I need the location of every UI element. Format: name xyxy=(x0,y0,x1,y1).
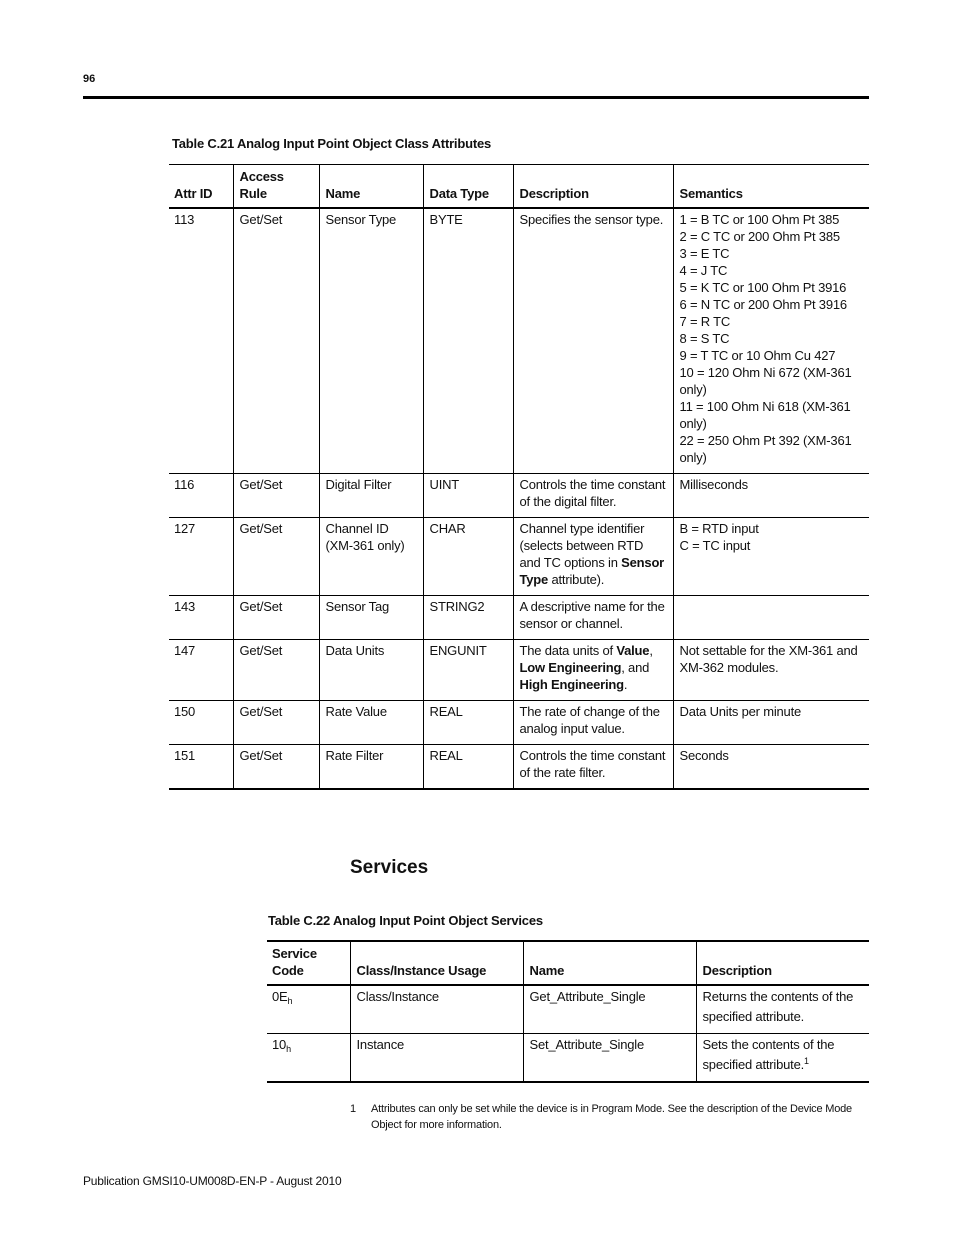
cell-name: Rate Filter xyxy=(319,745,423,790)
cell-attr-id: 127 xyxy=(169,518,233,596)
table-row xyxy=(169,745,869,790)
semantic-line: 22 = 250 Ohm Pt 392 (XM-361 only) xyxy=(679,433,852,465)
header-semantics: Semantics xyxy=(673,165,869,209)
cell-name: Get_Attribute_Single xyxy=(523,985,696,1034)
table-header-row xyxy=(169,165,869,209)
hex-subscript: h xyxy=(286,1044,291,1054)
cell-service-code: $0E_h$ xyxy=(272,989,293,1006)
cell-semantics: Milliseconds xyxy=(673,474,869,518)
table-row xyxy=(169,640,869,701)
page-number: 96 xyxy=(83,73,96,85)
table-c22-title: Table C.22 Analog Input Point Object Services xyxy=(268,913,543,928)
cell-name: Sensor Type xyxy=(319,208,423,474)
cell-name: Data Units xyxy=(319,640,423,701)
cell-usage: Instance xyxy=(350,1034,523,1083)
cell-description: The rate of change of the analog input value. xyxy=(513,701,673,745)
cell-semantics: Data Units per minute xyxy=(673,701,869,745)
cell-access: Get/Set xyxy=(233,701,319,745)
cell-description: The data units of Value, Low Engineering, and High Engineering. xyxy=(513,640,673,701)
cell-description: A descriptive name for the sensor or channel. xyxy=(513,596,673,640)
header-name: Name xyxy=(523,941,696,985)
table-c21-title: Table C.21 Analog Input Point Object Class Attributes xyxy=(172,136,492,151)
services-table xyxy=(267,940,869,1083)
table-row xyxy=(169,474,869,518)
attributes-table xyxy=(169,164,869,790)
cell-name: Set_Attribute_Single xyxy=(523,1034,696,1083)
table-row xyxy=(169,596,869,640)
cell-name: Sensor Tag xyxy=(319,596,423,640)
table-row xyxy=(267,985,869,1034)
cell-data-type: REAL xyxy=(423,701,513,745)
cell-description: Controls the time constant of the digital filter. xyxy=(513,474,673,518)
cell-attr-id: 147 xyxy=(169,640,233,701)
semantic-line: 11 = 100 Ohm Ni 618 (XM-361 only) xyxy=(679,399,851,431)
header-service-code: Service Code xyxy=(267,941,350,985)
header-usage: Class/Instance Usage xyxy=(350,941,523,985)
semantic-line: 5 = K TC or 100 Ohm Pt 3916 xyxy=(679,280,847,295)
header-access-rule: Access Rule xyxy=(233,165,319,209)
cell-access: Get/Set xyxy=(233,518,319,596)
cell-description: Channel type identifier (selects between RTD and TC options in Sensor Type attribute). xyxy=(513,518,673,596)
cell-semantics xyxy=(673,596,869,640)
footnote-mark: 1 xyxy=(350,1103,356,1115)
semantic-line: 8 = S TC xyxy=(679,331,730,346)
header-description: Description xyxy=(696,941,869,985)
bold-term: Value xyxy=(616,643,650,658)
cell-semantics: Seconds xyxy=(673,745,869,790)
cell-semantics: Not settable for the XM-361 and XM-362 modules. xyxy=(673,640,869,701)
semantic-line: C = TC input xyxy=(679,538,751,553)
cell-semantics xyxy=(673,518,869,596)
table-row xyxy=(267,1034,869,1083)
cell-data-type: BYTE xyxy=(423,208,513,474)
cell-data-type: CHAR xyxy=(423,518,513,596)
cell-name: Channel ID (XM-361 only) xyxy=(319,518,423,596)
cell-description: Returns the contents of the specified attribute. xyxy=(696,985,869,1034)
footnote-text: Attributes can only be set while the device is in Program Mode. See the description of the Device Mode Object for more information. xyxy=(371,1103,852,1131)
header-name: Name xyxy=(319,165,423,209)
semantic-line: 7 = R TC xyxy=(679,314,731,329)
semantic-line: 10 = 120 Ohm Ni 672 (XM-361 only) xyxy=(679,365,852,397)
services-heading: Services xyxy=(350,857,429,878)
semantic-line: 4 = J TC xyxy=(679,263,728,278)
cell-data-type: UINT xyxy=(423,474,513,518)
cell-attr-id: 150 xyxy=(169,701,233,745)
cell-name: Digital Filter xyxy=(319,474,423,518)
cell-attr-id: 116 xyxy=(169,474,233,518)
header-attr-id: Attr ID xyxy=(169,165,233,209)
cell-name: Rate Value xyxy=(319,701,423,745)
cell-semantics xyxy=(673,208,869,474)
semantic-line: 6 = N TC or 200 Ohm Pt 3916 xyxy=(679,297,847,312)
cell-attr-id: 113 xyxy=(174,212,195,227)
cell-access: Get/Set xyxy=(233,208,319,474)
bold-term: Low Engineering xyxy=(519,660,622,675)
cell-access: Get/Set xyxy=(233,745,319,790)
semantic-line: B = RTD input xyxy=(679,521,759,536)
header-data-type: Data Type xyxy=(423,165,513,209)
cell-service-code: $10_h$ xyxy=(267,1034,350,1083)
cell-data-type: ENGUNIT xyxy=(423,640,513,701)
semantic-line: 3 = E TC xyxy=(679,246,730,261)
cell-description: Controls the time constant of the rate filter. xyxy=(513,745,673,790)
table-row xyxy=(169,701,869,745)
cell-description: Sets the contents of the specified attribute.$^1$ xyxy=(696,1034,869,1083)
hex-subscript: h xyxy=(287,996,293,1006)
cell-attr-id: 151 xyxy=(169,745,233,790)
cell-access: Get/Set xyxy=(233,596,319,640)
publication-footer: Publication GMSI10-UM008D-EN-P - August 2010 xyxy=(83,1174,342,1188)
cell-data-type: STRING2 xyxy=(423,596,513,640)
footnote-ref: 1 xyxy=(804,1056,809,1066)
header-description: Description xyxy=(513,165,673,209)
cell-access: Get/Set xyxy=(233,640,319,701)
semantic-line: 9 = T TC or 10 Ohm Cu 427 xyxy=(679,348,836,363)
bold-term: Sensor Type xyxy=(519,555,665,587)
table-row xyxy=(169,208,869,474)
cell-data-type: REAL xyxy=(423,745,513,790)
cell-attr-id: 143 xyxy=(169,596,233,640)
semantic-line: 1 = B TC or 100 Ohm Pt 385 xyxy=(679,212,840,227)
bold-term: High Engineering xyxy=(519,677,624,692)
header-rule xyxy=(83,96,869,99)
footnote xyxy=(350,1101,870,1133)
table-row xyxy=(169,518,869,596)
semantic-line: 2 = C TC or 200 Ohm Pt 385 xyxy=(679,229,840,244)
cell-access: Get/Set xyxy=(233,474,319,518)
table-header-row xyxy=(267,941,869,985)
cell-description: Specifies the sensor type. xyxy=(513,208,673,474)
cell-usage: Class/Instance xyxy=(350,985,523,1034)
